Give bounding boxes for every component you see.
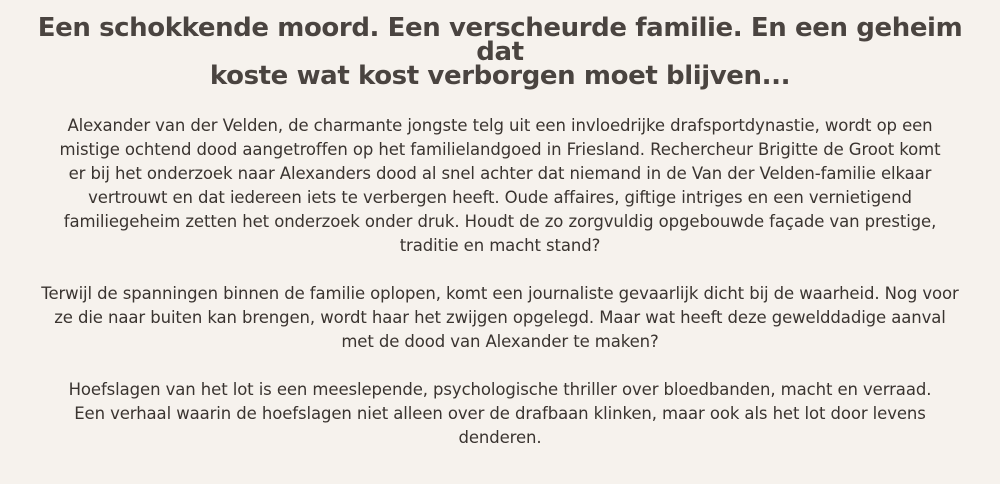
headline-line: koste wat kost verborgen moet blijven... [209, 61, 791, 91]
text-line: Alexander van der Velden, de charmante jongste telg uit een invloedrijke drafsportdynastie, wordt op een [67, 116, 933, 135]
text-line: familiegeheim zetten het onderzoek onder druk. Houdt de zo zorgvuldig opgebouwde façade van prestige, [63, 212, 937, 231]
text-line: Hoefslagen van het lot is een meeslepende, psychologische thriller over bloedbanden, macht en verraad. [68, 380, 932, 399]
synopsis-paragraph-1 [10, 114, 990, 258]
text-line: met de dood van Alexander te maken? [341, 332, 659, 351]
synopsis-paragraph-2 [10, 282, 990, 354]
text-line: denderen. [458, 428, 542, 447]
text-line: traditie en macht stand? [399, 236, 601, 255]
text-line: mistige ochtend dood aangetroffen op het familielandgoed in Friesland. Rechercheur Brigitte de Groot komt [59, 140, 941, 159]
synopsis-paragraph-3 [10, 378, 990, 450]
headline [10, 4, 990, 91]
text-line: er bij het onderzoek naar Alexanders dood al snel achter dat niemand in de Van der Velden-familie elkaar [68, 164, 932, 183]
text-line: Een verhaal waarin de hoefslagen niet alleen over de drafbaan klinken, maar ook als het lot door levens [74, 404, 926, 423]
text-line: ze die naar buiten kan brengen, wordt haar het zwijgen opgelegd. Maar wat heeft deze gewelddadige aanval [54, 308, 946, 327]
text-line: vertrouwt en dat iedereen iets te verbergen heeft. Oude affaires, giftige intriges en een vernietigend [88, 188, 912, 207]
text-line: Terwijl de spanningen binnen de familie oplopen, komt een journaliste gevaarlijk dicht bij de waarheid. Nog voor [41, 284, 959, 303]
headline-line: Een schokkende moord. Een verscheurde familie. En een geheim dat [37, 13, 963, 67]
